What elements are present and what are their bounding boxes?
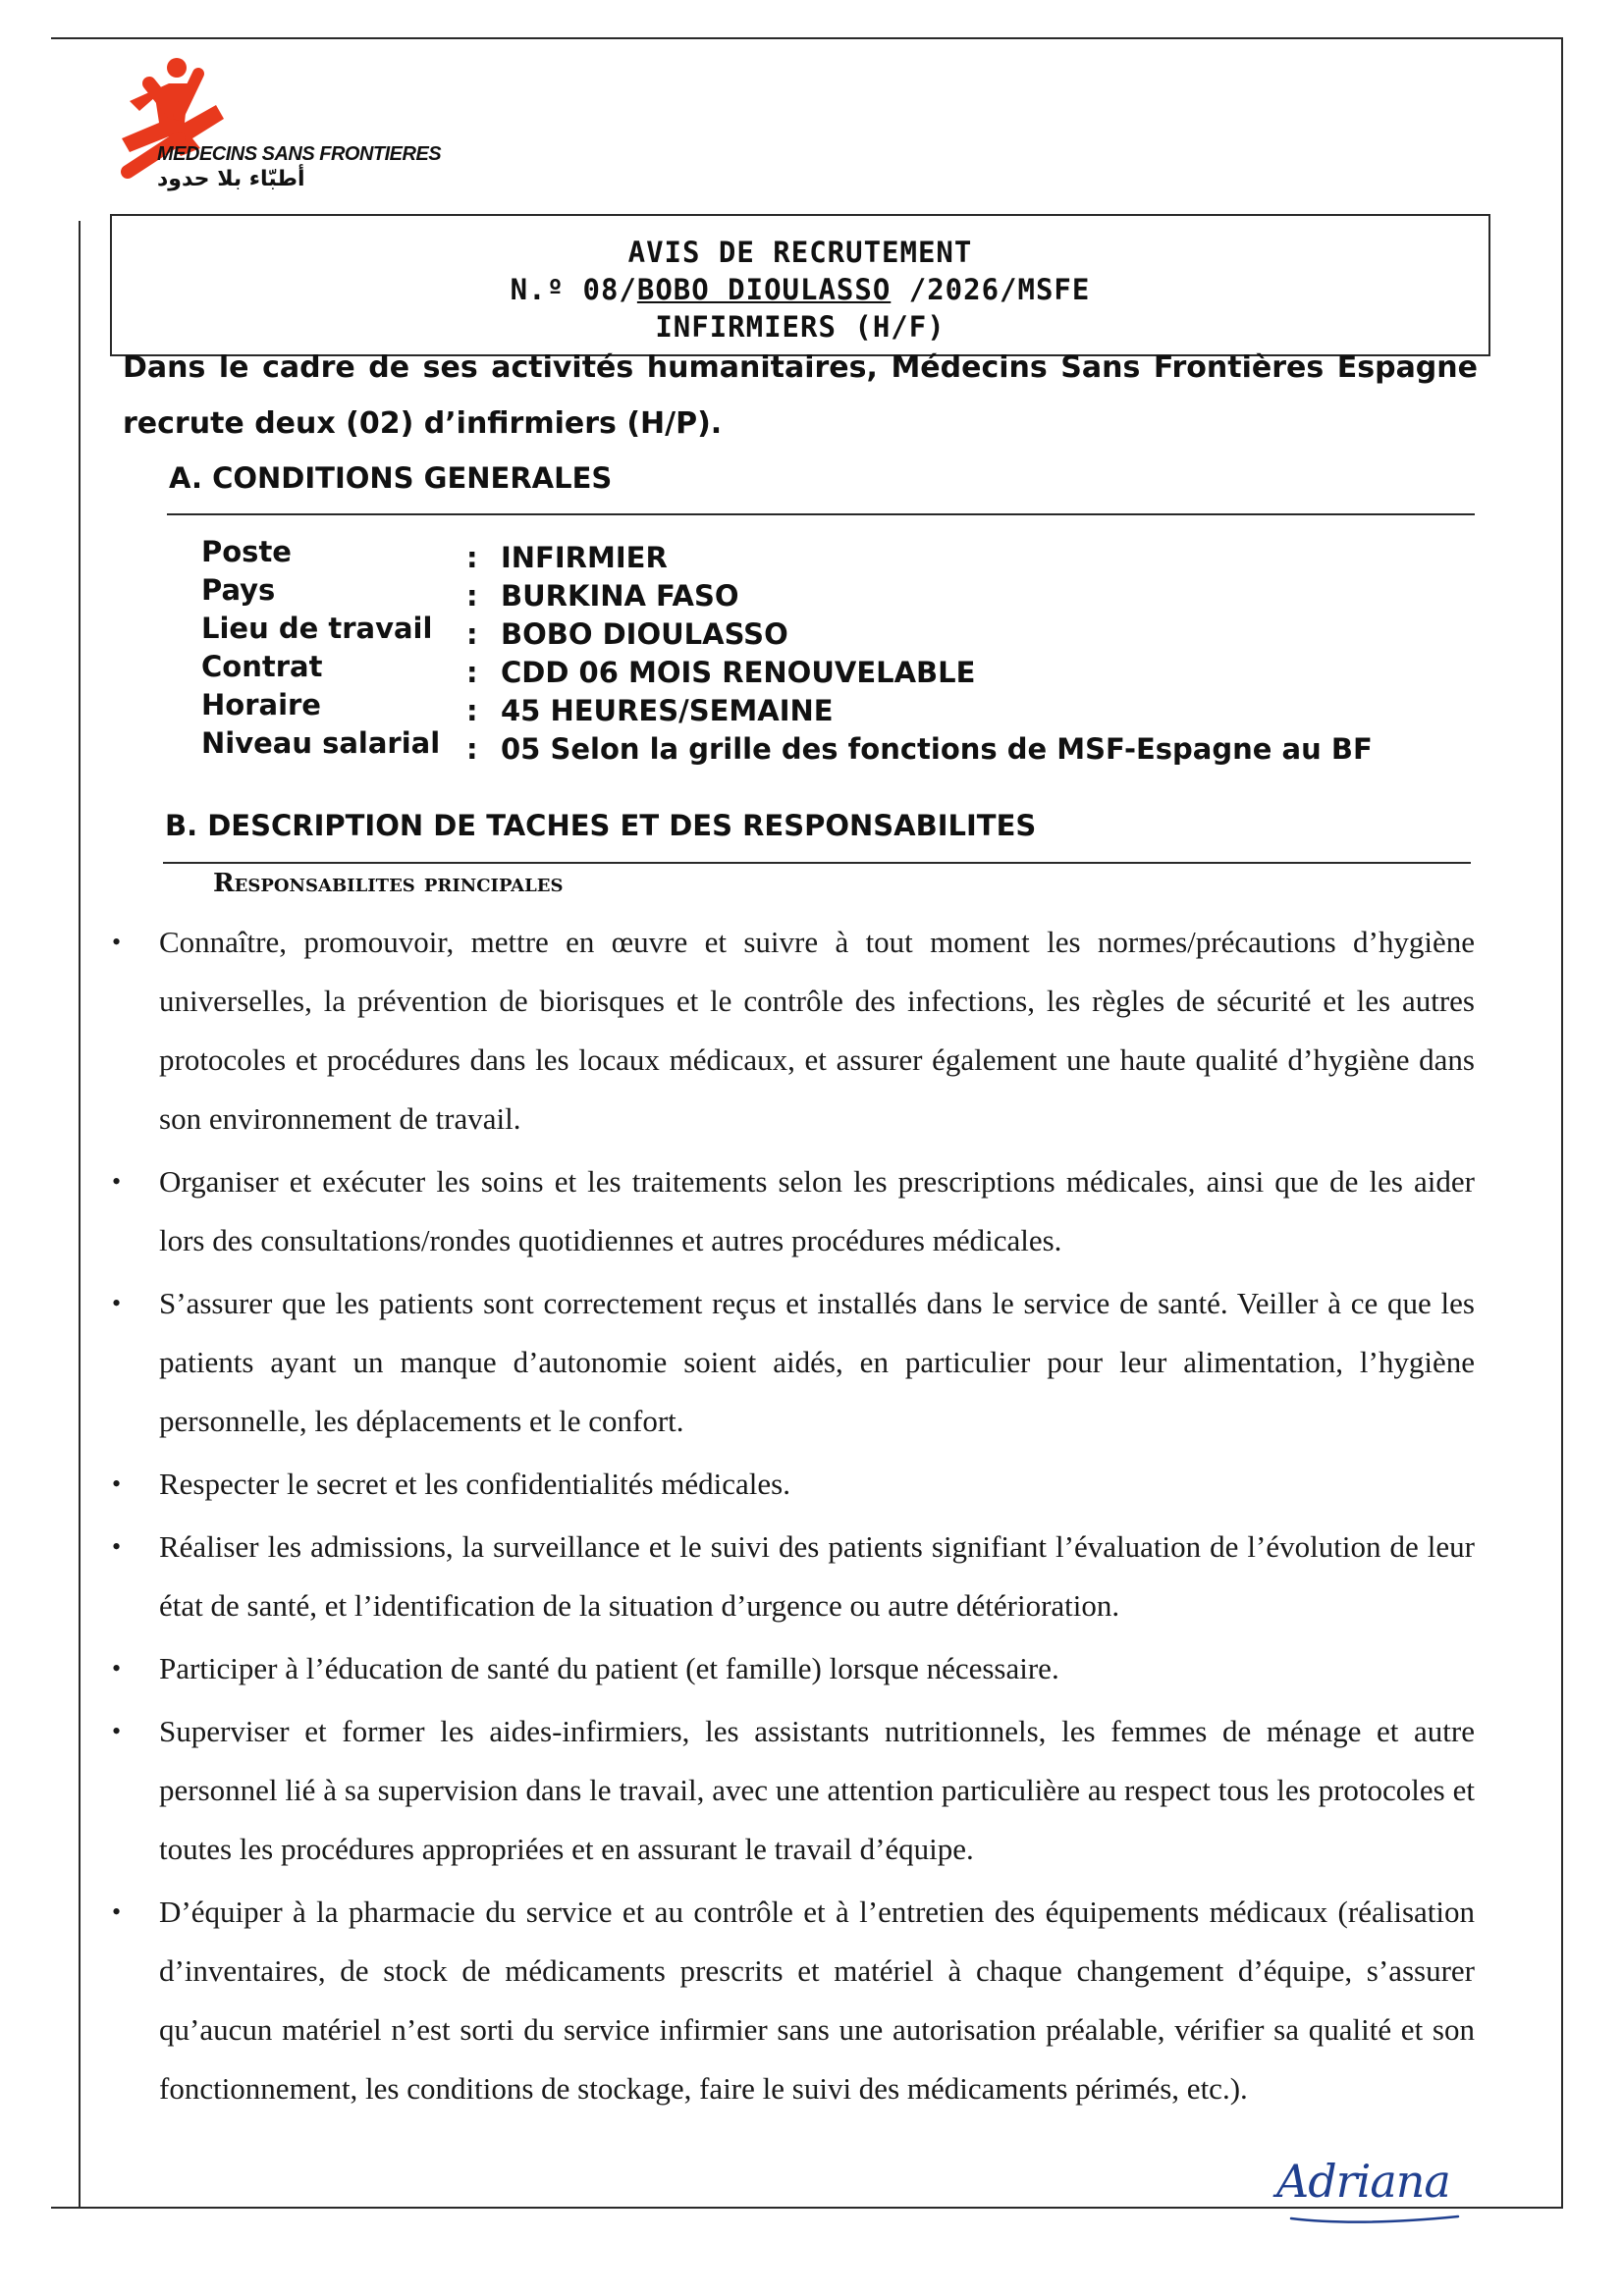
logo-name-arabic: أطبّاء بلا حدود (157, 167, 305, 191)
bullet-icon: • (112, 1897, 122, 1926)
list-item (108, 1702, 1475, 1879)
section-a-rule (167, 513, 1475, 515)
list-item-text: Superviser et former les aides-infirmiers, les assistants nutritionnels, les femmes de ménage et autre personnel lié à sa supervision dans le travail, avec une attention particulière au respect tous les protocoles et toutes les procédures appropriées et en assurant le travail d’équipe. (159, 1714, 1475, 1866)
bullet-icon: • (112, 1289, 122, 1317)
condition-separator: : (466, 579, 478, 613)
list-item (108, 1518, 1475, 1635)
list-item-text: S’assurer que les patients sont correctement reçus et installés dans le service de santé. Veiller à ce que les patients ayant un manque d’autonomie soient aidés, en particulier pour leur alimentation, l’hygiène personnelle, les déplacements et le confort. (159, 1286, 1475, 1438)
reference-city: BOBO DIOULASSO (636, 273, 892, 306)
bullet-icon: • (112, 928, 122, 956)
list-item (108, 1883, 1475, 2118)
condition-label: Pays (201, 573, 276, 607)
responsibilities-subtitle: Responsabilites principales (213, 869, 564, 898)
bullet-icon: • (112, 1167, 122, 1196)
signature: Adriana (1276, 2155, 1450, 2208)
reference-prefix: N.º 08/ (510, 273, 637, 306)
condition-label: Contrat (201, 650, 323, 683)
condition-separator: : (466, 732, 478, 766)
intro-paragraph: Dans le cadre de ses activités humanitaires, Médecins Sans Frontières Espagne recrute deux (02) d’infirmiers (H/P). (123, 350, 1478, 441)
announcement-header (110, 214, 1490, 356)
section-b-rule (163, 862, 1471, 864)
list-item (108, 1639, 1475, 1698)
condition-value: 05 Selon la grille des fonctions de MSF-Espagne au BF (501, 732, 1373, 766)
page-frame-left-border (79, 221, 81, 2209)
condition-value: BOBO DIOULASSO (501, 617, 788, 651)
announcement-position: INFIRMIERS (H/F) (655, 310, 946, 344)
condition-value: INFIRMIER (501, 541, 668, 574)
list-item-text: Réaliser les admissions, la surveillance et le suivi des patients signifiant l’évaluation de l’évolution de leur état de santé, et l’identification de la situation d’urgence ou autre détérioration. (159, 1529, 1475, 1623)
logo-name-french: MEDECINS SANS FRONTIERES (157, 143, 442, 165)
condition-separator: : (466, 541, 478, 574)
list-item-text: Participer à l’éducation de santé du patient (et famille) lorsque nécessaire. (159, 1651, 1059, 1685)
condition-separator: : (466, 694, 478, 727)
bullet-icon: • (112, 1654, 122, 1682)
bullet-icon: • (112, 1469, 122, 1498)
condition-label: Niveau salarial (201, 726, 441, 760)
list-item (108, 1455, 1475, 1514)
condition-label: Horaire (201, 688, 321, 721)
list-item (108, 913, 1475, 1148)
condition-value: BURKINA FASO (501, 579, 739, 613)
condition-value: CDD 06 MOIS RENOUVELABLE (501, 656, 976, 689)
condition-label: Lieu de travail (201, 612, 433, 645)
list-item-text: Connaître, promouvoir, mettre en œuvre et suivre à tout moment les normes/précautions d’hygiène universelles, la prévention de biorisques et le contrôle des infections, les règles de sécurité et les autres protocoles et procédures dans les locaux médicaux, et assurer également une haute qualité d’hygiène dans son environnement de travail. (159, 925, 1475, 1136)
condition-value: 45 HEURES/SEMAINE (501, 694, 834, 727)
bullet-icon: • (112, 1717, 122, 1745)
condition-label: Poste (201, 535, 292, 568)
list-item (108, 1152, 1475, 1270)
condition-separator: : (466, 617, 478, 651)
reference-suffix: /2026/MSFE (891, 273, 1091, 306)
signature-underline-icon (1271, 2140, 1468, 2228)
section-b-title: B. DESCRIPTION DE TACHES ET DES RESPONSABILITES (165, 809, 1037, 842)
list-item (108, 1274, 1475, 1451)
announcement-title: AVIS DE RECRUTEMENT (627, 236, 973, 269)
list-item-text: Respecter le secret et les confidentialités médicales. (159, 1467, 790, 1501)
list-item-text: D’équiper à la pharmacie du service et au contrôle et à l’entretien des équipements médicaux (réalisation d’inventaires, de stock de médicaments prescrits et matériel à chaque changement d’équipe, s’assurer qu’aucun matériel n’est sorti du service infirmier sans une autorisation préalable, vérifier sa qualité et son fonctionnement, les conditions de stockage, faire le suivi des médicaments périmés, etc.). (159, 1895, 1475, 2106)
responsibilities-list (108, 913, 1475, 2122)
bullet-icon: • (112, 1532, 122, 1561)
announcement-reference (112, 271, 1488, 308)
section-a-title: A. CONDITIONS GENERALES (169, 461, 613, 495)
condition-separator: : (466, 656, 478, 689)
list-item-text: Organiser et exécuter les soins et les traitements selon les prescriptions médicales, ainsi que de les aider lors des consultations/rondes quotidiennes et autres procédures médicales. (159, 1164, 1475, 1257)
